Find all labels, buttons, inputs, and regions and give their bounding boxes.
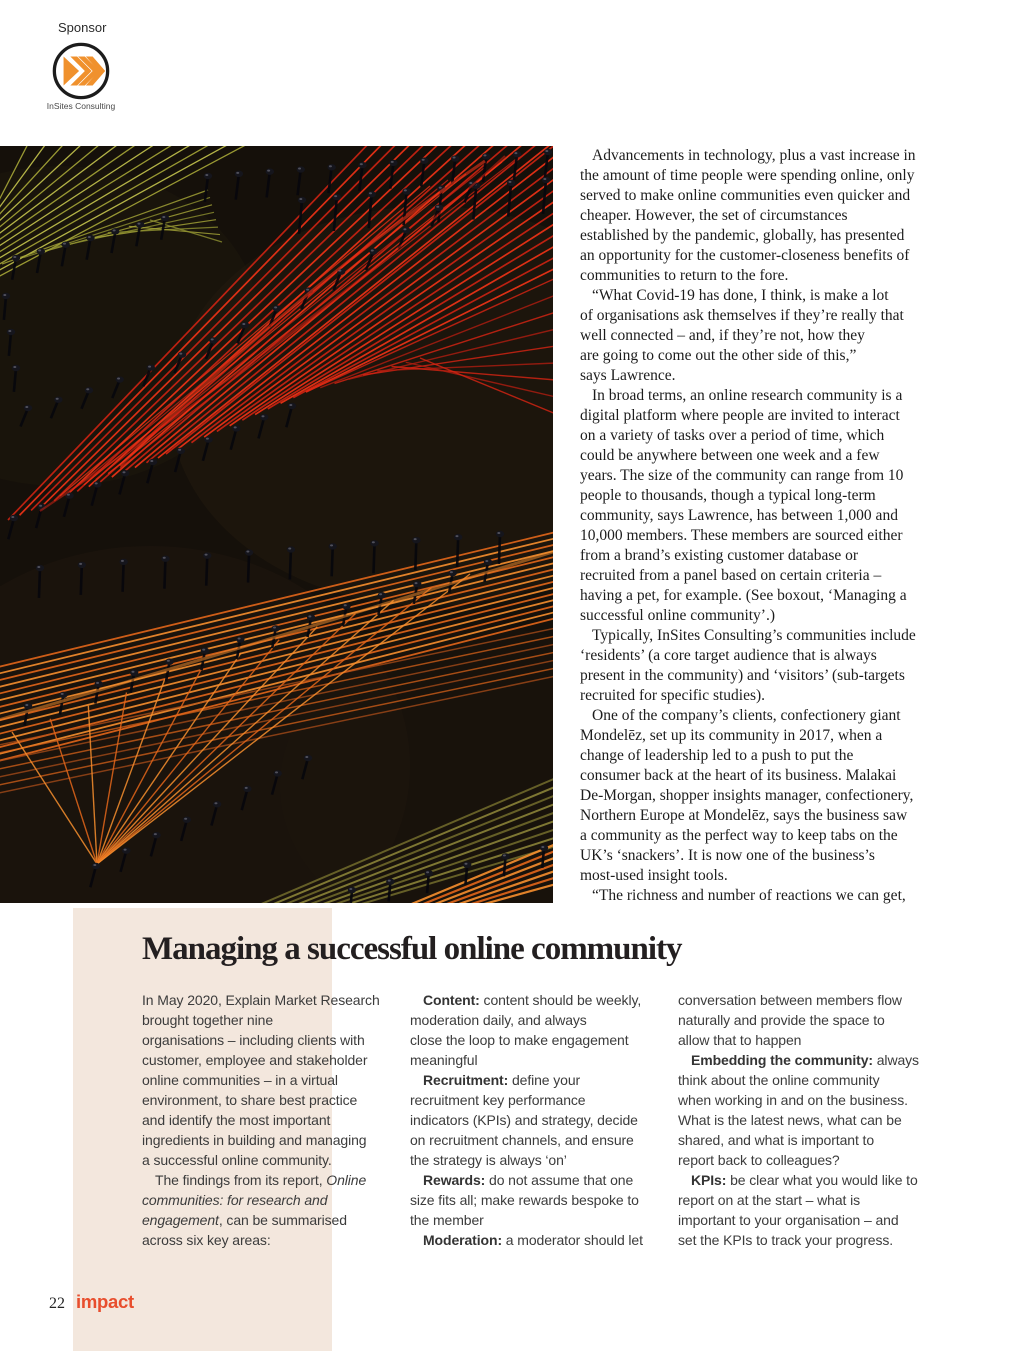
article-text-line: “The richness and number of reactions we can get, xyxy=(592,887,906,904)
boxout-text-line: across six key areas: xyxy=(142,1232,271,1248)
article-text-line: recruited for specific studies). xyxy=(580,687,766,704)
boxout-text-line: moderation daily, and always xyxy=(410,1012,587,1028)
article-text-line: people to thousands, though a typical long-term xyxy=(580,487,876,504)
article-text-line: Typically, InSites Consulting’s communities include xyxy=(592,627,916,644)
article-text-line: digital platform where people are invited to interact xyxy=(580,407,900,424)
article-text-line: Advancements in technology, plus a vast increase in xyxy=(592,147,916,164)
boxout-text-line: Rewards: do not assume that one xyxy=(423,1172,634,1188)
boxout-text-line: report back to colleagues? xyxy=(678,1152,840,1168)
article-text-line: Mondelēz, set up its community in 2017, when a xyxy=(580,727,883,744)
page-number: 22 xyxy=(49,1295,65,1312)
article-text-line: communities to return to the fore. xyxy=(580,267,789,284)
article-text-line: present in the community) and ‘visitors’ (sub-targets xyxy=(580,667,905,684)
boxout-text-line: when working in and on the business. xyxy=(678,1092,908,1108)
article-text-line: could be anywhere between one week and a few xyxy=(580,447,880,464)
article-text-line: UK’s ‘snackers’. It is now one of the business’s xyxy=(580,847,875,864)
boxout-text-line: indicators (KPIs) and strategy, decide xyxy=(410,1112,638,1128)
boxout-text-line: KPIs: be clear what you would like to xyxy=(691,1172,918,1188)
article-text-line: 10,000 members. These members are sourced either xyxy=(580,527,903,544)
string-art-photo xyxy=(0,146,553,903)
boxout-text-line: the member xyxy=(410,1212,484,1228)
boxout-text-line: set the KPIs to track your progress. xyxy=(678,1232,894,1248)
string-art-illustration xyxy=(0,146,553,903)
article-text-line: recruited from a panel based on certain criteria – xyxy=(580,567,882,584)
article-text-line: community, says Lawrence, has between 1,000 and xyxy=(580,507,898,524)
boxout-text-line: What is the latest news, what can be xyxy=(678,1112,902,1128)
boxout-text-line: engagement, can be summarised xyxy=(142,1212,347,1228)
boxout-text-line: close the loop to make engagement xyxy=(410,1032,629,1048)
boxout-text-line: allow that to happen xyxy=(678,1032,802,1048)
article-text-line: One of the company’s clients, confectionery giant xyxy=(592,707,901,724)
insites-consulting-logo-icon xyxy=(50,40,112,102)
boxout-text-line: meaningful xyxy=(410,1052,478,1068)
article-text-line: years. The size of the community can range from 10 xyxy=(580,467,904,484)
boxout-text-line: shared, and what is important to xyxy=(678,1132,875,1148)
boxout-text-line: The findings from its report, Online xyxy=(155,1172,367,1188)
article-text-line: are going to come out the other side of this,” xyxy=(580,347,857,364)
article-text-line: most-used insight tools. xyxy=(580,867,728,884)
boxout-text-line: conversation between members flow xyxy=(678,992,902,1008)
boxout-text-line: Moderation: a moderator should let xyxy=(423,1232,643,1248)
article-text-column xyxy=(580,146,924,906)
boxout-text-line: organisations – including clients with xyxy=(142,1032,365,1048)
article-text-line: of organisations ask themselves if they’re really that xyxy=(580,307,904,324)
article-text-line: from a brand’s existing customer database or xyxy=(580,547,859,564)
article-text-line: on a variety of tasks over a period of time, which xyxy=(580,427,885,444)
article-text-line: In broad terms, an online research community is a xyxy=(592,387,903,404)
impact-logo: impact xyxy=(76,1291,134,1312)
article-text-line: consumer back at the heart of its business. Malakai xyxy=(580,767,897,784)
boxout-text-line: online communities – in a virtual xyxy=(142,1072,338,1088)
boxout-column-1 xyxy=(142,990,382,1250)
article-text-line: De-Morgan, shopper insights manager, confectionery, xyxy=(580,787,914,804)
article-text-line: successful online community’.) xyxy=(580,607,775,624)
boxout-text-line: Content: content should be weekly, xyxy=(423,992,642,1008)
boxout-text-line: communities: for research and xyxy=(142,1192,328,1208)
article-text-line: having a pet, for example. (See boxout, ‘Managing a xyxy=(580,587,907,604)
boxout-text-line: think about the online community xyxy=(678,1072,880,1088)
article-text-line: established by the pandemic, globally, has presented xyxy=(580,227,905,244)
article-text-line: Northern Europe at Mondelēz, says the business saw xyxy=(580,807,908,824)
article-text-line: the amount of time people were spending online, only xyxy=(580,167,915,184)
boxout-text-line: size fits all; make rewards bespoke to xyxy=(410,1192,639,1208)
boxout-text-line: In May 2020, Explain Market Research xyxy=(142,992,380,1008)
boxout-text-line: naturally and provide the space to xyxy=(678,1012,885,1028)
sponsor-label: Sponsor xyxy=(58,20,107,35)
article-text-line: change of leadership led to a push to put the xyxy=(580,747,854,764)
boxout-text-line: recruitment key performance xyxy=(410,1092,586,1108)
boxout-text-line: Embedding the community: always xyxy=(691,1052,919,1068)
article-text-line: cheaper. However, the set of circumstances xyxy=(580,207,848,224)
boxout-text-line: the strategy is always ‘on’ xyxy=(410,1152,567,1168)
boxout-text-line: brought together nine xyxy=(142,1012,274,1028)
boxout-text-line: a successful online community. xyxy=(142,1152,332,1168)
boxout-column-2 xyxy=(410,990,656,1250)
boxout-text-line: and identify the most important xyxy=(142,1112,331,1128)
boxout-text-line: on recruitment channels, and ensure xyxy=(410,1132,634,1148)
article-text-line: says Lawrence. xyxy=(580,367,676,384)
article-text-line: “What Covid-19 has done, I think, is make a lot xyxy=(592,287,889,304)
article-text-line: served to make online communities even quicker and xyxy=(580,187,911,204)
boxout-text-line: customer, employee and stakeholder xyxy=(142,1052,368,1068)
boxout-text-line: Recruitment: define your xyxy=(423,1072,581,1088)
boxout-text-line: ingredients in building and managing xyxy=(142,1132,367,1148)
article-text-line: ‘residents’ (a core target audience that is always xyxy=(580,647,877,664)
boxout-text-line: report on at the start – what is xyxy=(678,1192,861,1208)
boxout-text-line: environment, to share best practice xyxy=(142,1092,358,1108)
article-text-line: well connected – and, if they’re not, how they xyxy=(580,327,865,344)
sponsor-brand-name: InSites Consulting xyxy=(46,101,116,111)
article-text-line: an opportunity for the customer-closeness benefits of xyxy=(580,247,910,264)
boxout-text-line: important to your organisation – and xyxy=(678,1212,899,1228)
boxout-column-3 xyxy=(678,990,924,1250)
article-text-line: a community as the perfect way to keep tabs on the xyxy=(580,827,898,844)
boxout-title: Managing a successful online community xyxy=(142,931,682,967)
